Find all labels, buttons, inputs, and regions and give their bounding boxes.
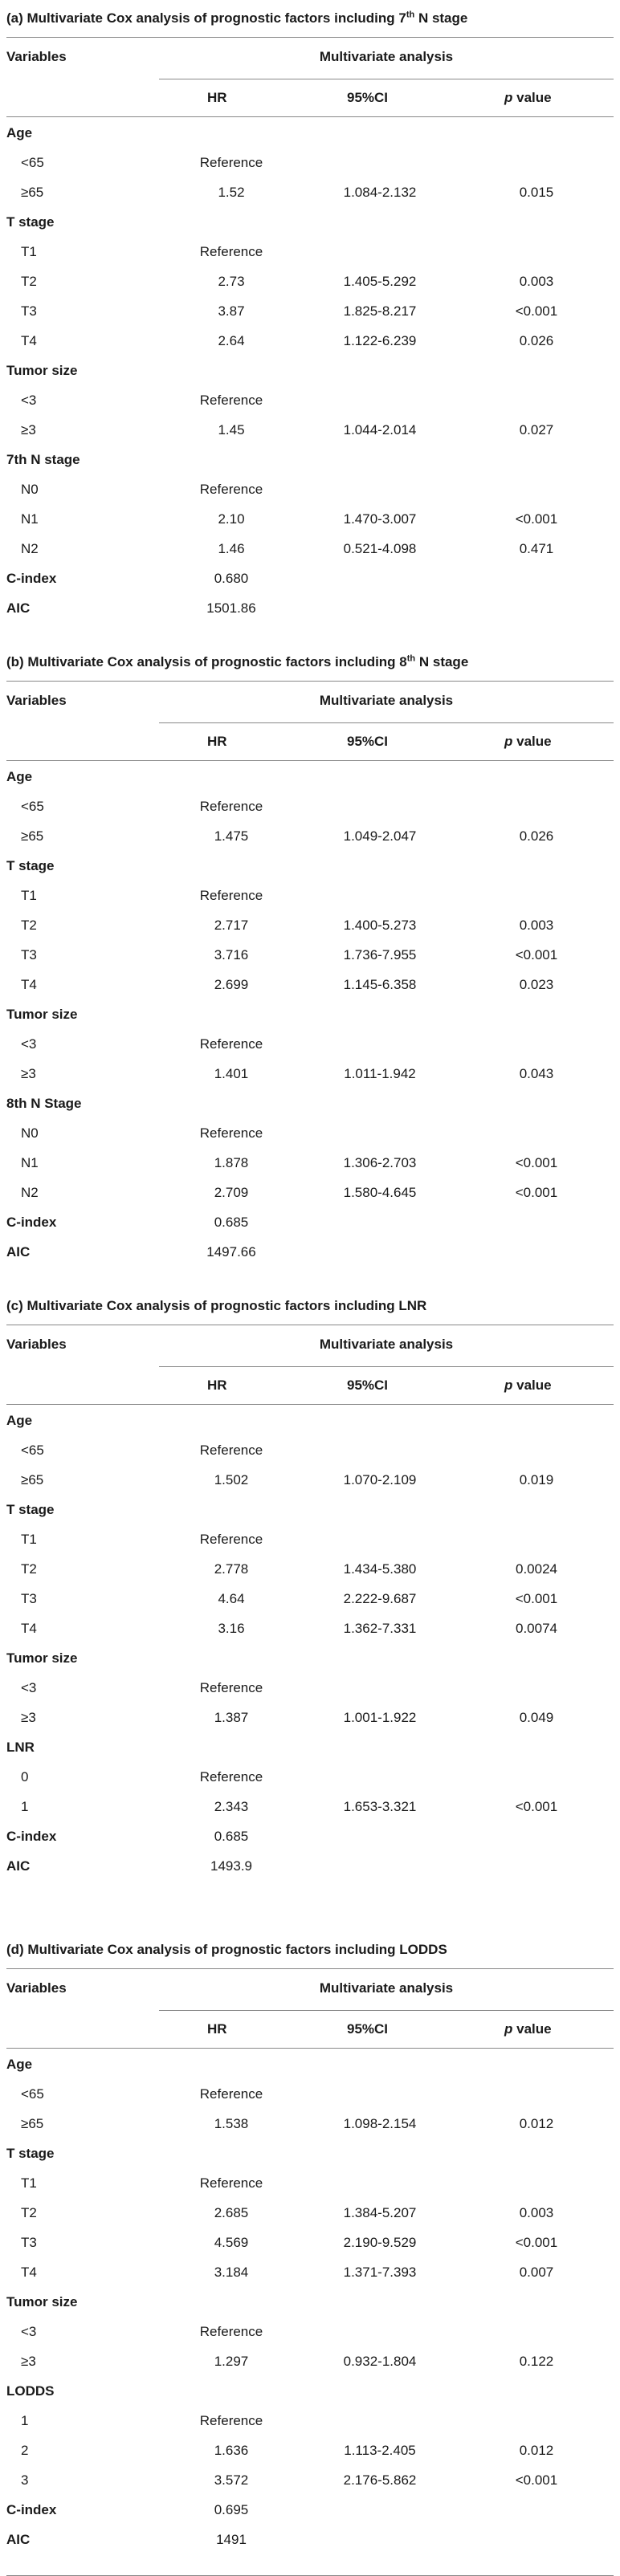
header-row-top	[6, 1325, 614, 1367]
row-label: T4	[21, 977, 37, 992]
hr-header: HR	[207, 90, 227, 105]
hr-cell: Reference	[199, 799, 263, 814]
hr-cell: 2.778	[214, 1561, 249, 1577]
hr-cell: Reference	[199, 393, 263, 408]
ci-cell: 1.384-5.207	[343, 2205, 417, 2220]
header-row-top	[6, 38, 614, 79]
table-row	[6, 177, 614, 206]
hr-cell: 3.16	[218, 1621, 245, 1636]
group-row	[6, 355, 614, 385]
header-row-columns	[6, 1367, 614, 1405]
p-italic: p	[504, 1378, 513, 1393]
ci-cell: 1.122-6.239	[343, 333, 417, 348]
hr-cell: 1.52	[218, 185, 245, 200]
ci-cell: 1.084-2.132	[343, 185, 417, 200]
group-row	[6, 444, 614, 474]
table-row	[6, 791, 614, 820]
hr-cell: 1.401	[214, 1066, 249, 1081]
row-label: C-index	[6, 571, 57, 586]
p-value-cell: 0.007	[519, 2265, 554, 2280]
table-row	[6, 295, 614, 325]
p-value-cell: 0.003	[519, 2205, 554, 2220]
p-value-cell: 0.019	[519, 1472, 554, 1487]
row-label: T3	[21, 947, 37, 962]
row-label: T4	[21, 1621, 37, 1636]
multivariate-header: Multivariate analysis	[319, 1980, 454, 1996]
group-row	[6, 1207, 614, 1236]
row-label: N0	[21, 1125, 39, 1141]
hr-cell: 3.572	[214, 2472, 249, 2488]
variables-header: Variables	[6, 49, 67, 64]
group-row	[6, 592, 614, 622]
hr-cell: 1.878	[214, 1155, 249, 1170]
row-label: ≥65	[21, 1472, 44, 1487]
section-title	[6, 644, 614, 682]
hr-cell: Reference	[199, 155, 263, 170]
row-label: ≥65	[21, 828, 44, 844]
hr-cell: 3.184	[214, 2265, 249, 2280]
row-label: T1	[21, 888, 37, 903]
p-value-cell: 0.015	[519, 185, 554, 200]
row-label: 0	[21, 1769, 29, 1784]
hr-cell: 2.10	[218, 511, 245, 527]
header-row-top	[6, 1969, 614, 2011]
row-label: <3	[21, 1680, 37, 1695]
row-label: T1	[21, 244, 37, 259]
table-row	[6, 414, 614, 444]
p-value-cell: 0.049	[519, 1710, 554, 1725]
table-row	[6, 2227, 614, 2257]
row-label: T4	[21, 333, 37, 348]
ci-header: 95%CI	[347, 1378, 389, 1393]
section-title-superscript: th	[406, 10, 415, 20]
p-value-header	[504, 734, 552, 750]
table-row	[6, 2435, 614, 2464]
table-row	[6, 1791, 614, 1821]
ci-cell: 1.113-2.405	[344, 2443, 416, 2458]
table-row	[6, 1028, 614, 1058]
ci-cell: 1.470-3.007	[343, 511, 417, 527]
hr-cell: 3.716	[214, 947, 249, 962]
hr-cell: Reference	[199, 1532, 263, 1547]
p-value-cell: <0.001	[515, 303, 558, 319]
ci-cell: 1.405-5.292	[343, 274, 417, 289]
row-label: T stage	[6, 858, 55, 873]
hr-cell: 2.73	[218, 274, 245, 289]
table-row	[6, 2405, 614, 2435]
p-value-cell: 0.0024	[516, 1561, 557, 1577]
ci-header: 95%CI	[347, 90, 389, 105]
row-label: ≥65	[21, 2116, 44, 2131]
p-value-cell: 0.0074	[516, 1621, 557, 1636]
ci-header: 95%CI	[347, 2021, 389, 2037]
hr-cell: Reference	[199, 244, 263, 259]
table-row	[6, 910, 614, 939]
table-row	[6, 820, 614, 850]
table-row	[6, 1435, 614, 1464]
row-label: T3	[21, 303, 37, 319]
p-value-cell: 0.003	[519, 918, 554, 933]
ci-cell: 1.044-2.014	[343, 422, 417, 437]
ci-cell: 2.222-9.687	[343, 1591, 417, 1606]
table-row	[6, 2108, 614, 2138]
row-label: 8th N Stage	[6, 1096, 82, 1111]
table-row	[6, 325, 614, 355]
section-title	[6, 0, 614, 38]
table-row	[6, 533, 614, 563]
row-label: <65	[21, 2086, 44, 2102]
table-row	[6, 2464, 614, 2494]
variables-header: Variables	[6, 1980, 67, 1996]
row-label: T2	[21, 918, 37, 933]
hr-header: HR	[207, 734, 227, 749]
section-title	[6, 1931, 614, 1969]
p-value-header	[504, 1378, 552, 1394]
hr-cell: Reference	[199, 2413, 263, 2428]
table-row	[6, 1613, 614, 1642]
row-label: T4	[21, 2265, 37, 2280]
variables-header: Variables	[6, 1337, 67, 1352]
row-label: ≥3	[21, 1066, 36, 1081]
row-label: T1	[21, 2175, 37, 2191]
row-label: <3	[21, 1036, 37, 1052]
row-label: C-index	[6, 2502, 57, 2517]
p-value-text: value	[512, 90, 552, 105]
p-value-cell: <0.001	[515, 1155, 558, 1170]
header-row-columns	[6, 723, 614, 761]
hr-cell: 2.343	[214, 1799, 249, 1814]
p-value-cell: <0.001	[515, 2472, 558, 2488]
ci-cell: 1.145-6.358	[343, 977, 417, 992]
hr-header: HR	[207, 2021, 227, 2037]
table-row	[6, 2257, 614, 2286]
group-row	[6, 2494, 614, 2524]
table-row	[6, 2167, 614, 2197]
p-value-cell: 0.122	[519, 2354, 554, 2369]
p-value-cell: <0.001	[515, 1185, 558, 1200]
hr-header: HR	[207, 1378, 227, 1393]
group-row	[6, 850, 614, 880]
table-row	[6, 880, 614, 910]
ci-header: 95%CI	[347, 734, 389, 749]
row-label: C-index	[6, 1829, 57, 1844]
table-row	[6, 969, 614, 999]
table-row	[6, 1177, 614, 1207]
row-label: Tumor size	[6, 2294, 78, 2309]
row-label: N0	[21, 482, 39, 497]
p-value-header	[504, 2021, 552, 2037]
hr-cell: Reference	[199, 1125, 263, 1141]
row-label: ≥65	[21, 185, 44, 200]
section-title-text: (b) Multivariate Cox analysis of prognostic factors including 8	[6, 654, 407, 669]
row-label: Tumor size	[6, 363, 78, 378]
ci-cell: 0.932-1.804	[343, 2354, 417, 2369]
row-label: Age	[6, 2057, 33, 2072]
hr-cell: 2.709	[214, 1185, 249, 1200]
table-row	[6, 2346, 614, 2375]
ci-cell: 1.306-2.703	[343, 1155, 417, 1170]
hr-cell: 1493.9	[210, 1858, 252, 1874]
hr-cell: Reference	[199, 2086, 263, 2102]
hr-cell: Reference	[199, 888, 263, 903]
table-section	[6, 0, 614, 644]
hr-cell: 2.64	[218, 333, 245, 348]
table-row	[6, 147, 614, 177]
table-section	[6, 1931, 614, 2576]
table-row	[6, 1672, 614, 1702]
hr-cell: Reference	[199, 1769, 263, 1784]
p-value-cell: 0.026	[519, 333, 554, 348]
row-label: ≥3	[21, 2354, 36, 2369]
header-row-columns	[6, 2011, 614, 2049]
section-title-text: (a) Multivariate Cox analysis of prognostic factors including 7	[6, 10, 406, 26]
hr-cell: 3.87	[218, 303, 245, 319]
row-label: T stage	[6, 1502, 55, 1517]
row-label: AIC	[6, 1858, 31, 1874]
hr-cell: 4.64	[218, 1591, 245, 1606]
ci-cell: 1.362-7.331	[343, 1621, 417, 1636]
ci-cell: 1.653-3.321	[343, 1799, 417, 1814]
header-row-columns	[6, 79, 614, 117]
table-row	[6, 1583, 614, 1613]
table-row	[6, 1702, 614, 1732]
row-label: T2	[21, 2205, 37, 2220]
row-label: T3	[21, 1591, 37, 1606]
ci-cell: 1.049-2.047	[343, 828, 417, 844]
ci-cell: 2.176-5.862	[343, 2472, 417, 2488]
ci-cell: 1.098-2.154	[343, 2116, 417, 2131]
group-row	[6, 1642, 614, 1672]
table-row	[6, 939, 614, 969]
table-section	[6, 1288, 614, 1931]
table-section	[6, 644, 614, 1288]
ci-cell: 1.001-1.922	[343, 1710, 417, 1725]
row-label: AIC	[6, 600, 31, 616]
table-row	[6, 385, 614, 414]
row-label: N2	[21, 541, 39, 556]
table-row	[6, 1761, 614, 1791]
hr-cell: Reference	[199, 2175, 263, 2191]
group-row	[6, 761, 614, 791]
hr-cell: 1501.86	[206, 600, 256, 616]
table-row	[6, 2316, 614, 2346]
hr-cell: 2.685	[214, 2205, 249, 2220]
row-label: T1	[21, 1532, 37, 1547]
hr-cell: 2.699	[214, 977, 249, 992]
row-label: Tumor size	[6, 1007, 78, 1022]
row-label: LODDS	[6, 2383, 55, 2399]
row-label: <65	[21, 799, 44, 814]
row-label: N2	[21, 1185, 39, 1200]
row-label: <3	[21, 393, 37, 408]
hr-cell: Reference	[199, 482, 263, 497]
table-row	[6, 1117, 614, 1147]
row-label: Age	[6, 125, 33, 140]
p-value-cell: <0.001	[515, 2235, 558, 2250]
ci-cell: 1.400-5.273	[343, 918, 417, 933]
p-value-header	[504, 90, 552, 106]
p-value-cell: 0.026	[519, 828, 554, 844]
row-label: <65	[21, 1443, 44, 1458]
group-row	[6, 1821, 614, 1850]
row-label: ≥3	[21, 1710, 36, 1725]
ci-cell: 1.011-1.942	[344, 1066, 416, 1081]
group-row	[6, 2049, 614, 2078]
row-label: T stage	[6, 214, 55, 230]
section-title-text: (d) Multivariate Cox analysis of prognostic factors including LODDS	[6, 1942, 447, 1957]
row-label: 2	[21, 2443, 29, 2458]
hr-cell: 1.297	[214, 2354, 249, 2369]
ci-cell: 1.070-2.109	[343, 1472, 417, 1487]
row-label: 1	[21, 1799, 29, 1814]
p-value-text: value	[512, 1378, 552, 1393]
row-label: T2	[21, 274, 37, 289]
row-label: N1	[21, 511, 39, 527]
multivariate-header: Multivariate analysis	[319, 49, 454, 64]
table-row	[6, 1553, 614, 1583]
p-value-cell: 0.023	[519, 977, 554, 992]
row-label: AIC	[6, 1244, 31, 1260]
row-label: <3	[21, 2324, 37, 2339]
hr-cell: 0.685	[214, 1829, 249, 1844]
hr-cell: Reference	[199, 2324, 263, 2339]
p-value-cell: <0.001	[515, 1799, 558, 1814]
hr-cell: 1497.66	[206, 1244, 256, 1260]
group-row	[6, 2286, 614, 2316]
p-value-cell: 0.027	[519, 422, 554, 437]
group-row	[6, 2375, 614, 2405]
p-value-cell: 0.012	[519, 2443, 554, 2458]
p-value-cell: <0.001	[515, 511, 558, 527]
p-value-text: value	[512, 2021, 552, 2037]
table-row	[6, 474, 614, 503]
row-label: 1	[21, 2413, 29, 2428]
hr-cell: 0.685	[214, 1215, 249, 1230]
table-row	[6, 266, 614, 295]
table-row	[6, 236, 614, 266]
table-row	[6, 503, 614, 533]
row-label: N1	[21, 1155, 39, 1170]
cox-tables-page	[6, 0, 614, 2576]
p-value-cell: <0.001	[515, 1591, 558, 1606]
p-value-cell: 0.043	[519, 1066, 554, 1081]
row-label: ≥3	[21, 422, 36, 437]
ci-cell: 1.736-7.955	[343, 947, 417, 962]
section-title-text: (c) Multivariate Cox analysis of prognostic factors including LNR	[6, 1298, 427, 1313]
section-title-suffix: N stage	[414, 10, 468, 26]
p-value-cell: <0.001	[515, 947, 558, 962]
p-value-cell: 0.471	[519, 541, 554, 556]
hr-cell: 2.717	[214, 918, 249, 933]
multivariate-header: Multivariate analysis	[319, 693, 454, 708]
row-label: 7th N stage	[6, 452, 80, 467]
hr-cell: 1.45	[218, 422, 245, 437]
ci-cell: 1.371-7.393	[343, 2265, 417, 2280]
hr-cell: 1.475	[214, 828, 249, 844]
row-label: T3	[21, 2235, 37, 2250]
section-title	[6, 1288, 614, 1325]
row-label: T2	[21, 1561, 37, 1577]
group-row	[6, 2138, 614, 2167]
multivariate-header: Multivariate analysis	[319, 1337, 454, 1352]
row-label: Tumor size	[6, 1650, 78, 1666]
hr-cell: 1.387	[214, 1710, 249, 1725]
group-row	[6, 1850, 614, 1880]
header-row-top	[6, 682, 614, 723]
group-row	[6, 563, 614, 592]
table-row	[6, 2197, 614, 2227]
row-label: Age	[6, 1413, 33, 1428]
hr-cell: 1.636	[214, 2443, 249, 2458]
group-row	[6, 1732, 614, 1761]
table-row	[6, 2078, 614, 2108]
p-italic: p	[504, 2021, 513, 2037]
hr-cell: Reference	[199, 1680, 263, 1695]
group-row	[6, 1405, 614, 1435]
group-row	[6, 999, 614, 1028]
hr-cell: Reference	[199, 1443, 263, 1458]
group-row	[6, 117, 614, 147]
p-value-cell: 0.003	[519, 274, 554, 289]
hr-cell: 0.695	[214, 2502, 249, 2517]
row-label: Age	[6, 769, 33, 784]
row-label: AIC	[6, 2532, 31, 2547]
group-row	[6, 1236, 614, 1266]
ci-cell: 1.825-8.217	[343, 303, 417, 319]
ci-cell: 2.190-9.529	[343, 2235, 417, 2250]
table-row	[6, 1058, 614, 1088]
hr-cell: Reference	[199, 1036, 263, 1052]
row-label: C-index	[6, 1215, 57, 1230]
section-title-superscript: th	[406, 653, 416, 664]
section-title-suffix: N stage	[415, 654, 469, 669]
ci-cell: 1.580-4.645	[343, 1185, 417, 1200]
variables-header: Variables	[6, 693, 67, 708]
p-italic: p	[504, 90, 513, 105]
row-label: LNR	[6, 1740, 35, 1755]
hr-cell: 4.569	[214, 2235, 249, 2250]
row-label: <65	[21, 155, 44, 170]
p-italic: p	[504, 734, 513, 749]
table-row	[6, 1524, 614, 1553]
group-row	[6, 2524, 614, 2554]
group-row	[6, 206, 614, 236]
hr-cell: 1.502	[214, 1472, 249, 1487]
table-row	[6, 1464, 614, 1494]
table-row	[6, 1147, 614, 1177]
hr-cell: 1491	[216, 2532, 247, 2547]
p-value-text: value	[512, 734, 552, 749]
group-row	[6, 1088, 614, 1117]
ci-cell: 1.434-5.380	[343, 1561, 417, 1577]
row-label: T stage	[6, 2146, 55, 2161]
group-row	[6, 1494, 614, 1524]
p-value-cell: 0.012	[519, 2116, 554, 2131]
hr-cell: 1.538	[214, 2116, 249, 2131]
ci-cell: 0.521-4.098	[343, 541, 417, 556]
hr-cell: 1.46	[218, 541, 245, 556]
row-label: 3	[21, 2472, 29, 2488]
hr-cell: 0.680	[214, 571, 249, 586]
